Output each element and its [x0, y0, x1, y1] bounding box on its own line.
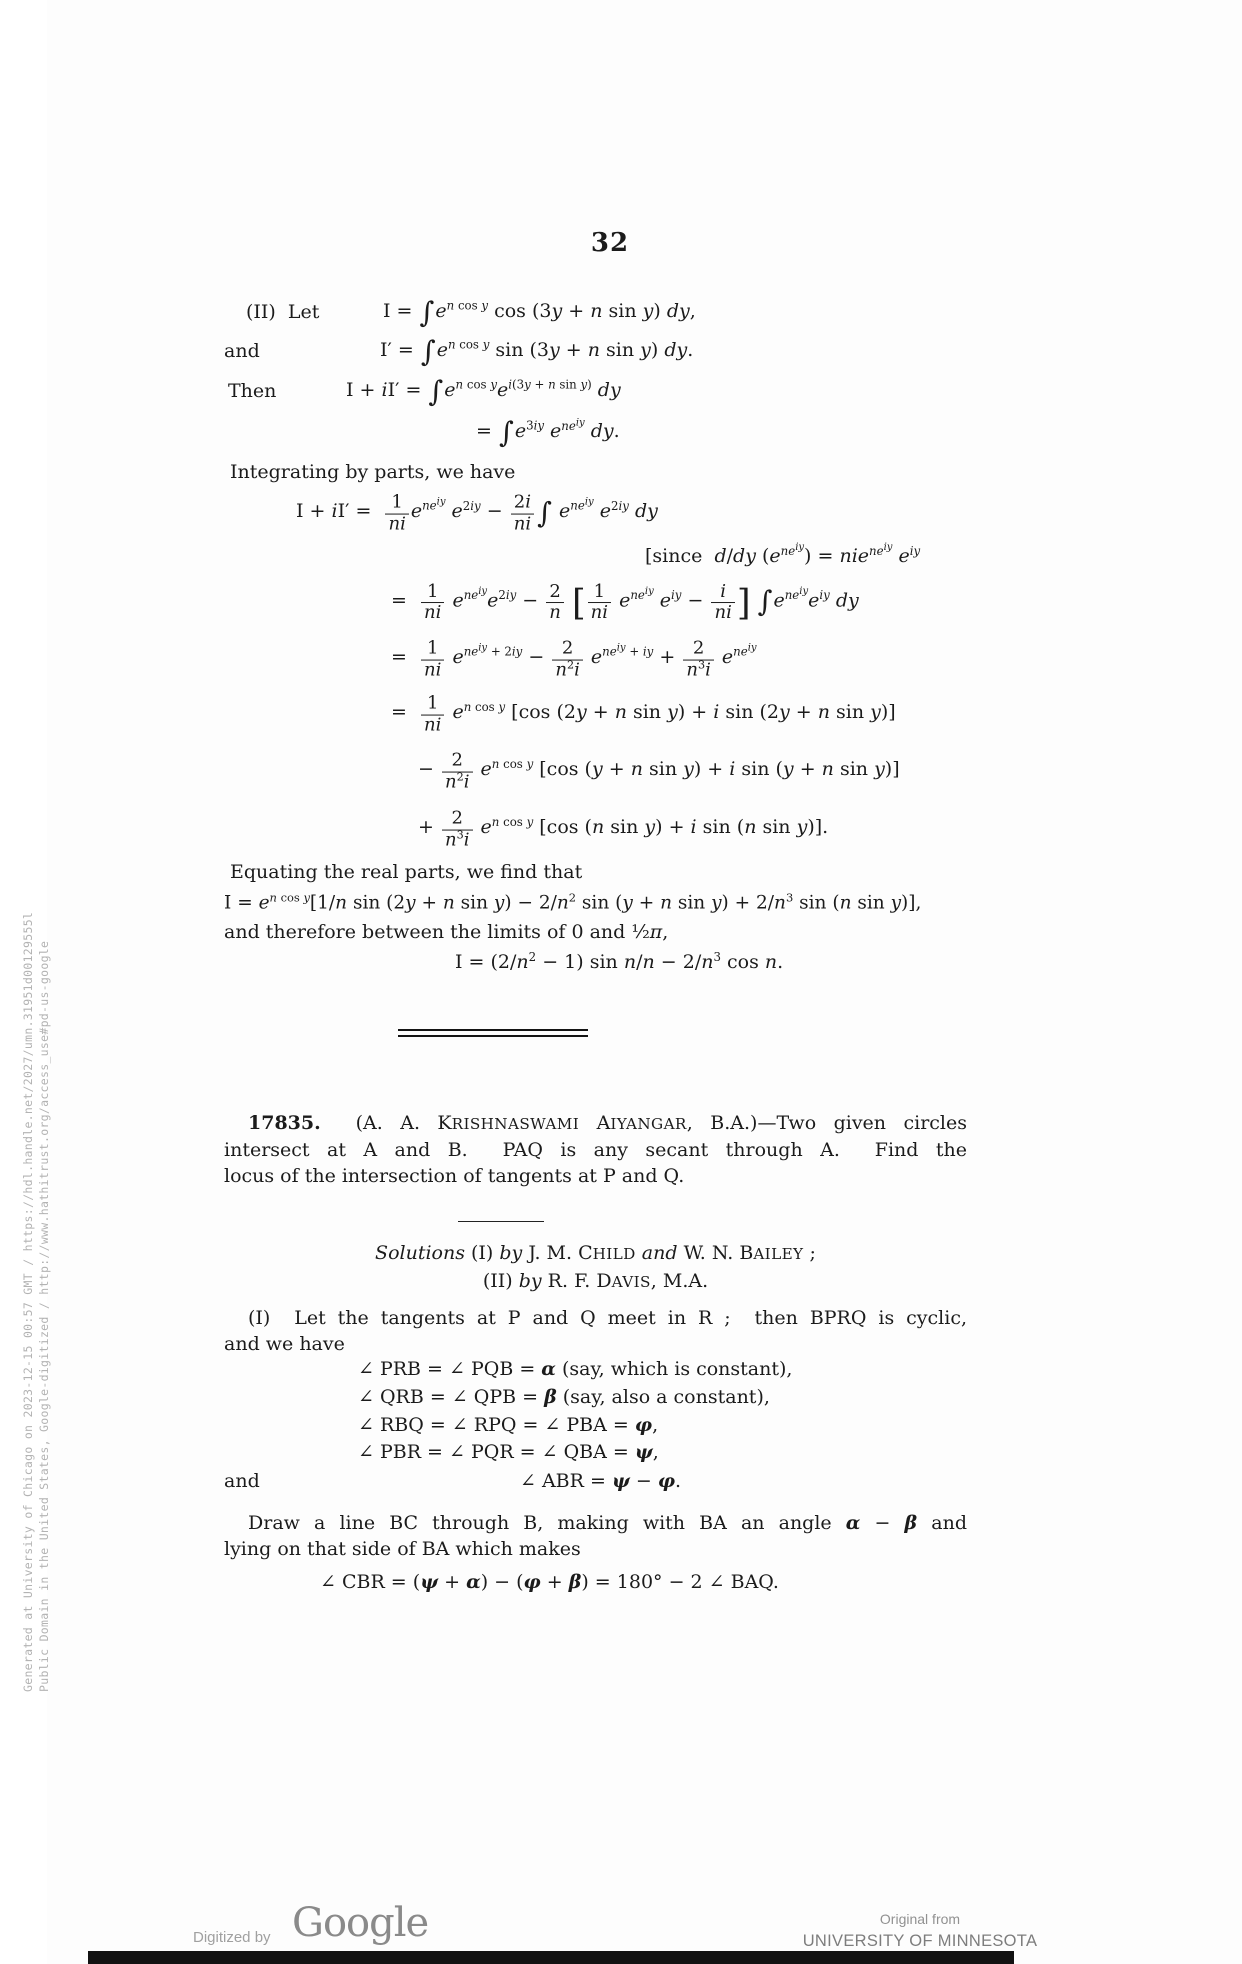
math-line-2-label: and: [224, 340, 260, 363]
math-line-11: − $\frac{2}{n^2i}$ $e^{n cos y}$ [cos (y + n sin y) + i sin (y + n sin y)]: [418, 749, 900, 793]
math-line-1-label: (II) Let: [246, 301, 320, 324]
math-line-8: = $\frac{1}{ni}$ $e^{ne^{iy}}e^{2iy}$ − $\frac{2}{n}$ [ $\frac{1}{ni}$ $e^{ne^{iy}}$ $e^{iy}$ − $\frac{i}{ni}$ ] $\int e^{ne^{iy}}e^{iy}$ dy: [391, 580, 859, 625]
equating-real-parts-text: Equating the real parts, we find that: [230, 861, 583, 884]
angle-equation-1: ∠ PRB = ∠ PQB = α (say, which is constant),: [358, 1358, 793, 1381]
sidebar-generated-watermark: Generated at University of Chicago on 2023-12-15 00:57 GMT / https://hdl.handle.net/2027/umn.31951d00129555l: [21, 911, 35, 1692]
math-line-2: $I' = \int e^{n cos y}$ sin (3y + n sin y) dy.: [380, 335, 694, 369]
math-line-10: = $\frac{1}{ni}$ $e^{n cos y}$ [cos (2y + n sin y) + i sin (2y + n sin y)]: [391, 692, 896, 736]
draw-line-paragraph: [224, 1510, 967, 1562]
math-line-3: $I + iI' = \int e^{n cos y}e^{i(3y + n sin y)}$ dy: [346, 375, 621, 409]
google-logo: Google: [292, 1900, 429, 1946]
solutions-heading-line: (II) by R. F. DAVIS, M.A.: [482, 1270, 709, 1292]
math-line-12: + $\frac{2}{n^3i}$ $e^{n cos y}$ [cos (n sin y) + i sin (n sin y)].: [418, 807, 829, 851]
cbr-equation: ∠ CBR = (ψ + α) − (φ + β) = 180° − 2 ∠ BAQ.: [320, 1571, 779, 1594]
angle-equation-5: ∠ ABR = ψ − φ.: [520, 1470, 682, 1493]
digitized-by-label: Digitized by: [193, 1929, 271, 1946]
solution-one-intro: [224, 1305, 967, 1357]
footer-provenance: [780, 1911, 1060, 1951]
math-line-1: $I = \int e^{n cos y}$ cos (3y + n sin y) dy,: [383, 296, 696, 330]
page-number: 32: [590, 228, 630, 258]
draw-line-paragraph-line: Draw a line BC through B, making with BA an angle α − β and: [248, 1512, 968, 1534]
university-label: UNIVERSITY OF MINNESOTA: [802, 1932, 1038, 1950]
math-line-3-label: Then: [228, 380, 277, 403]
angle-equation-5-label: and: [224, 1470, 260, 1493]
solution-one-intro-line: (I) Let the tangents at P and Q meet in R ; then BPRQ is cyclic,: [248, 1307, 967, 1329]
problem-divider-short-rule: [458, 1221, 544, 1222]
math-line-16-result: $I = (2/n^2 - 1)$ $\sin n/n - 2/n^3$ cos n.: [455, 949, 784, 974]
solutions-heading: [224, 1240, 967, 1296]
math-line-14: $I = e^{n cos y}[1/n$ sin (2y + n $\sin y) - 2/n^2$ sin (y + n $\sin y) + 2/n^3$ sin (n sin y)],: [224, 890, 922, 914]
math-line-6: I + iI′ = $\frac{1}{ni}$ $e^{ne^{iy}}$ $e^{2iy}$ − $\frac{2i}{ni}$ ∫ $e^{ne^{iy}}$ $e^{2iy}$ dy: [296, 491, 658, 535]
math-line-7-since-note: [since d/dy $(e^{ne^{iy}}) = nie^{ne^{iy}}$ $e^{iy}$: [645, 541, 921, 568]
sidebar-publicdomain-watermark: Public Domain in the United States, Google-digitized / http://www.hathitrust.org/access_use#pd-us-google: [37, 940, 51, 1692]
draw-line-paragraph-line: lying on that side of BA which makes: [224, 1538, 581, 1560]
original-from-label: Original from: [879, 1911, 961, 1927]
math-line-9: = $\frac{1}{ni}$ $e^{ne^{iy} + 2iy}$ − $\frac{2}{n^2i}$ $e^{ne^{iy} + iy}$ + $\frac{2}{n^3i}$ $e^{ne^{iy}}$: [391, 637, 757, 681]
angle-equation-2: ∠ QRB = ∠ QPB = β (say, also a constant),: [358, 1386, 770, 1409]
angle-equation-4: ∠ PBR = ∠ PQR = ∠ QBA = ψ,: [358, 1441, 659, 1464]
integrating-by-parts-text: Integrating by parts, we have: [230, 461, 516, 484]
bottom-scan-edge-bar: [88, 1951, 1014, 1964]
section-divider-double-rule: [398, 1029, 588, 1037]
solutions-heading-line: Solutions (I) by J. M. CHILD and W. N. BAILEY ;: [375, 1242, 816, 1264]
solution-one-intro-line: and we have: [224, 1333, 345, 1355]
math-line-4: = $\int e^{3iy}$ $e^{ne^{iy}}$ dy.: [476, 416, 620, 450]
problem-paragraph: [224, 1110, 967, 1189]
problem-line: 17835. (A. A. KRISHNASWAMI AIYANGAR, B.A.)—Two given circles: [248, 1112, 967, 1134]
angle-equation-3: ∠ RBQ = ∠ RPQ = ∠ PBA = φ,: [358, 1414, 659, 1437]
problem-line: intersect at A and B. PAQ is any secant through A. Find the: [224, 1139, 967, 1161]
limits-text: and therefore between the limits of 0 and ½π,: [224, 921, 669, 944]
problem-line: locus of the intersection of tangents at P and Q.: [224, 1165, 685, 1187]
